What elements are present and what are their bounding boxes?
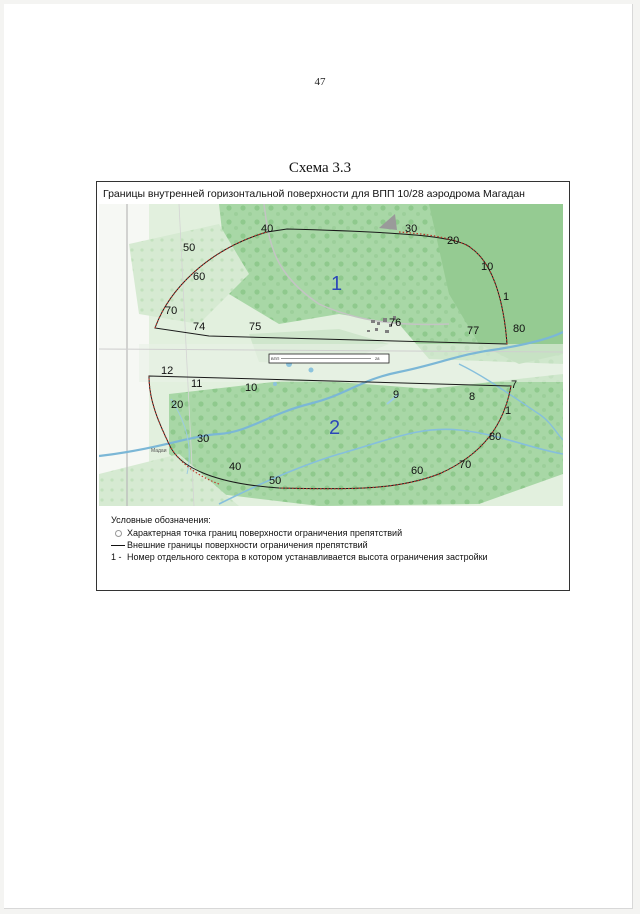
sector-label: 40: [261, 223, 274, 235]
legend: [111, 514, 551, 563]
legend-text: Внешние границы поверхности ограничения препятствий: [127, 540, 368, 550]
sector-label: 40: [229, 461, 242, 473]
zone-label-2: 2: [329, 417, 341, 439]
sector-label: 50: [269, 475, 282, 487]
sector-number-symbol: 1 -: [111, 552, 122, 562]
zone-label-1: 1: [331, 273, 343, 295]
sector-label: 70: [459, 459, 472, 471]
sector-label: 9: [393, 389, 400, 401]
map-title: Границы внутренней горизонтальной поверхности для ВПП 10/28 аэродрома Магадан: [103, 188, 525, 200]
pond: [309, 368, 314, 373]
runway-mark-vpp: ВПП: [271, 356, 280, 361]
legend-item-line: [111, 539, 551, 551]
legend-text: Номер отдельного сектора в котором устанавливается высота ограничения застройки: [127, 552, 488, 562]
map-area: [99, 204, 563, 506]
sector-label: 1: [505, 405, 512, 417]
sector-label: 60: [193, 271, 206, 283]
runway-mark-28: 28: [375, 356, 380, 361]
legend-title: Условные обозначения:: [111, 515, 211, 525]
place-label: Мадаи: [151, 448, 167, 454]
sector-label: 50: [183, 242, 196, 254]
sector-label: 7: [511, 379, 518, 391]
sector-label: 10: [245, 382, 258, 394]
sector-label: 20: [171, 399, 184, 411]
sector-label: 30: [405, 223, 418, 235]
sector-label: 60: [411, 465, 424, 477]
sector-label: 75: [249, 321, 262, 333]
sector-label: 12: [161, 365, 174, 377]
sector-label: 11: [191, 378, 203, 390]
sector-label: 80: [513, 323, 526, 335]
sector-label: 80: [489, 431, 502, 443]
sector-label: 1: [503, 291, 510, 303]
sector-label: 74: [193, 321, 206, 333]
sector-label: 20: [447, 235, 460, 247]
sector-label: 70: [165, 305, 178, 317]
sector-label: 10: [481, 261, 494, 273]
point-icon: [115, 530, 122, 537]
sector-label: 30: [197, 433, 210, 445]
pond: [273, 382, 277, 386]
page-number: 47: [314, 76, 326, 88]
legend-item-sector: [111, 551, 551, 563]
map-canvas: [99, 204, 563, 506]
line-icon: [111, 545, 125, 546]
sector-label: 77: [467, 325, 480, 337]
legend-text: Характерная точка границ поверхности ограничения препятствий: [127, 528, 403, 538]
sector-label: 8: [469, 391, 476, 403]
forest-south: [169, 374, 563, 506]
map-figure: [96, 181, 570, 591]
legend-item-point: [111, 527, 551, 539]
sector-label: 76: [389, 317, 402, 329]
scheme-title: Схема 3.3: [288, 160, 352, 176]
